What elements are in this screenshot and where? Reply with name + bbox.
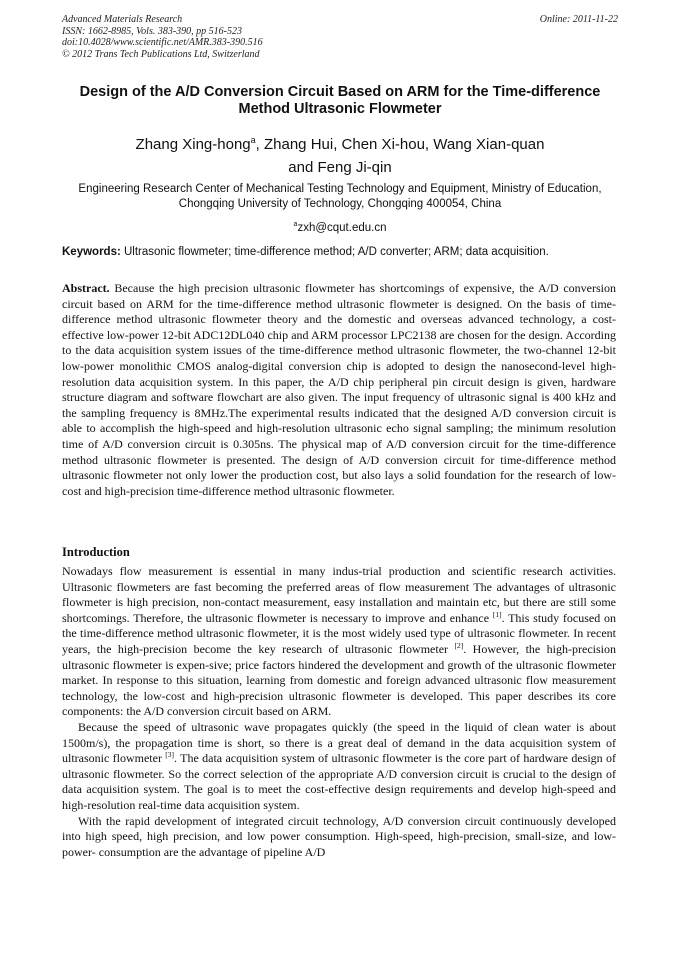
email-sup: a — [293, 221, 298, 228]
journal-copyright: © 2012 Trans Tech Publications Ltd, Switzerland — [62, 48, 260, 60]
email-address[interactable]: zxh@cqut.edu.cn — [297, 221, 387, 234]
citation-3[interactable]: [3] — [165, 750, 175, 760]
journal-header — [62, 14, 618, 60]
abstract-label: Abstract. — [62, 281, 110, 295]
keywords-text: Ultrasonic flowmeter; time-difference method; A/D converter; ARM; data acquisition. — [124, 246, 549, 258]
intro-p1-text-c: . However, the high-precision ultrasonic flowmeter is expen-sive; price factors hindered the development and growth of the ultrasonic flowmeter market. In response to this situation, learning from domestic and foreign advanced ultrasonic flow measurement technology, the low-cost and high-precision ultrasonic flowmeter is developed. This paper describes its core components: the A/D conversion circuit based on ARM. — [62, 641, 616, 719]
journal-name: Advanced Materials Research — [62, 14, 183, 25]
intro-p1-text-b: . This study focused on the time-difference method ultrasonic flowmeter, it is the most widely used type of ultrasonic flowmeter. In recent years, the high-precision become the key research of ultrasonic flowmeter — [62, 610, 616, 656]
intro-p2-text-a: Because the speed of ultrasonic wave propagates quickly (the speed in the liquid of clean water is about 1500m/s), the propagation time is short, so there is a great deal of demand in the data acquisition system of ultrasonic flowmeter — [62, 719, 616, 766]
abstract — [62, 281, 616, 499]
author-email — [62, 218, 618, 235]
section-heading-introduction: Introduction — [62, 545, 130, 559]
author-first: Zhang Xing-hong — [135, 136, 251, 153]
journal-issn: ISSN: 1662-8985, Vols. 383-390, pp 516-523 — [62, 25, 242, 37]
intro-paragraph-3: With the rapid development of integrated circuit technology, A/D conversion circuit continuously developed into high speed, high precision, and low power consumption. High-speed, high-precision, small-size, and low-power- consumption are the advantage of pipeline A/D — [62, 813, 616, 859]
author-line-2: and Feng Ji-qin — [288, 159, 392, 176]
keywords-label: Keywords: — [62, 246, 121, 258]
citation-1[interactable]: [1] — [492, 609, 502, 619]
intro-p2-text-b: . The data acquisition system of ultrasonic flowmeter is the core part of hardware design of ultrasonic flowmeter. So the correct selection of the appropriate A/D conversion circuit is crucial to the design of data acquisition system. The goal is to meet the cost-effective design requirements and develop high-speed and high-resolution real-time data acquisition system. — [62, 751, 616, 812]
author-first-sup: a — [250, 135, 256, 145]
keywords — [62, 245, 618, 259]
intro-paragraph-1 — [62, 564, 616, 720]
abstract-text: Because the high precision ultrasonic flowmeter has shortcomings of expensive, the A/D conversion circuit based on ARM for the time-difference method ultrasonic flowmeter is designed. On the basis of time-difference method ultrasonic flowmeter theory and the domestic and overseas advanced technology, a cost-effective low-power 12-bit ADC12DL040 chip and ARM processor LPC2138 are chosen for the design. According to the data acquisition system issues of the time-difference method ultrasonic flowmeter, the two-channel 12-bit low-power monolithic CMOS analog-digital conversion chip is adopted to design the nanosecond-level high-resolution data acquisition system. In this paper, the A/D chip peripheral pin circuit design is given, hardware structure diagram and software flowchart are also given. The input frequency of ultrasonic signal is 400 kHz and the sampling frequency is 8MHz.The experimental results indicated that the designed A/D conversion circuit is able to accomplish the high-speed and high-resolution ultrasonic echo signal sampling; the minimum resolution time of A/D conversion circuit is 0.305ns. The physical map of A/D conversion circuit for the time-difference method ultrasonic flowmeter is presented. The design of A/D conversion circuit for time-difference method ultrasonic flowmeter not only lower the production cost, but also lays a solid foundation for the research of low-cost and high-precision time-difference method ultrasonic flowmeter. — [62, 281, 617, 498]
affiliation: Engineering Research Center of Mechanical Testing Technology and Equipment, Ministry of Education, Chongqing University of Technology, Chongqing 400054, China — [78, 183, 602, 210]
online-date: Online: 2011-11-22 — [539, 14, 618, 25]
paper-title: Design of the A/D Conversion Circuit Based on ARM for the Time-difference Method Ultrasonic Flowmeter — [79, 84, 601, 117]
author-line-1 — [62, 129, 618, 156]
intro-p1-text-a: Nowadays flow measurement is essential in many indus-trial production and scientific research activities. Ultrasonic flowmeters are fast becoming the preferred areas of flow measurement The advantages of ultrasonic flowmeter is high precision, non-contact measurement, easy installation and maintain etc, but there are still some shortcomings. Therefore, the ultrasonic flowmeter is necessary to improve and enhance — [62, 564, 616, 625]
introduction-body — [62, 564, 616, 860]
author-list — [62, 129, 618, 179]
intro-paragraph-2 — [62, 720, 616, 814]
citation-2[interactable]: [2] — [454, 640, 464, 650]
author-rest: , Zhang Hui, Chen Xi-hou, Wang Xian-quan — [255, 136, 545, 153]
journal-doi[interactable]: doi:10.4028/www.scientific.net/AMR.383-390.516 — [62, 37, 263, 48]
